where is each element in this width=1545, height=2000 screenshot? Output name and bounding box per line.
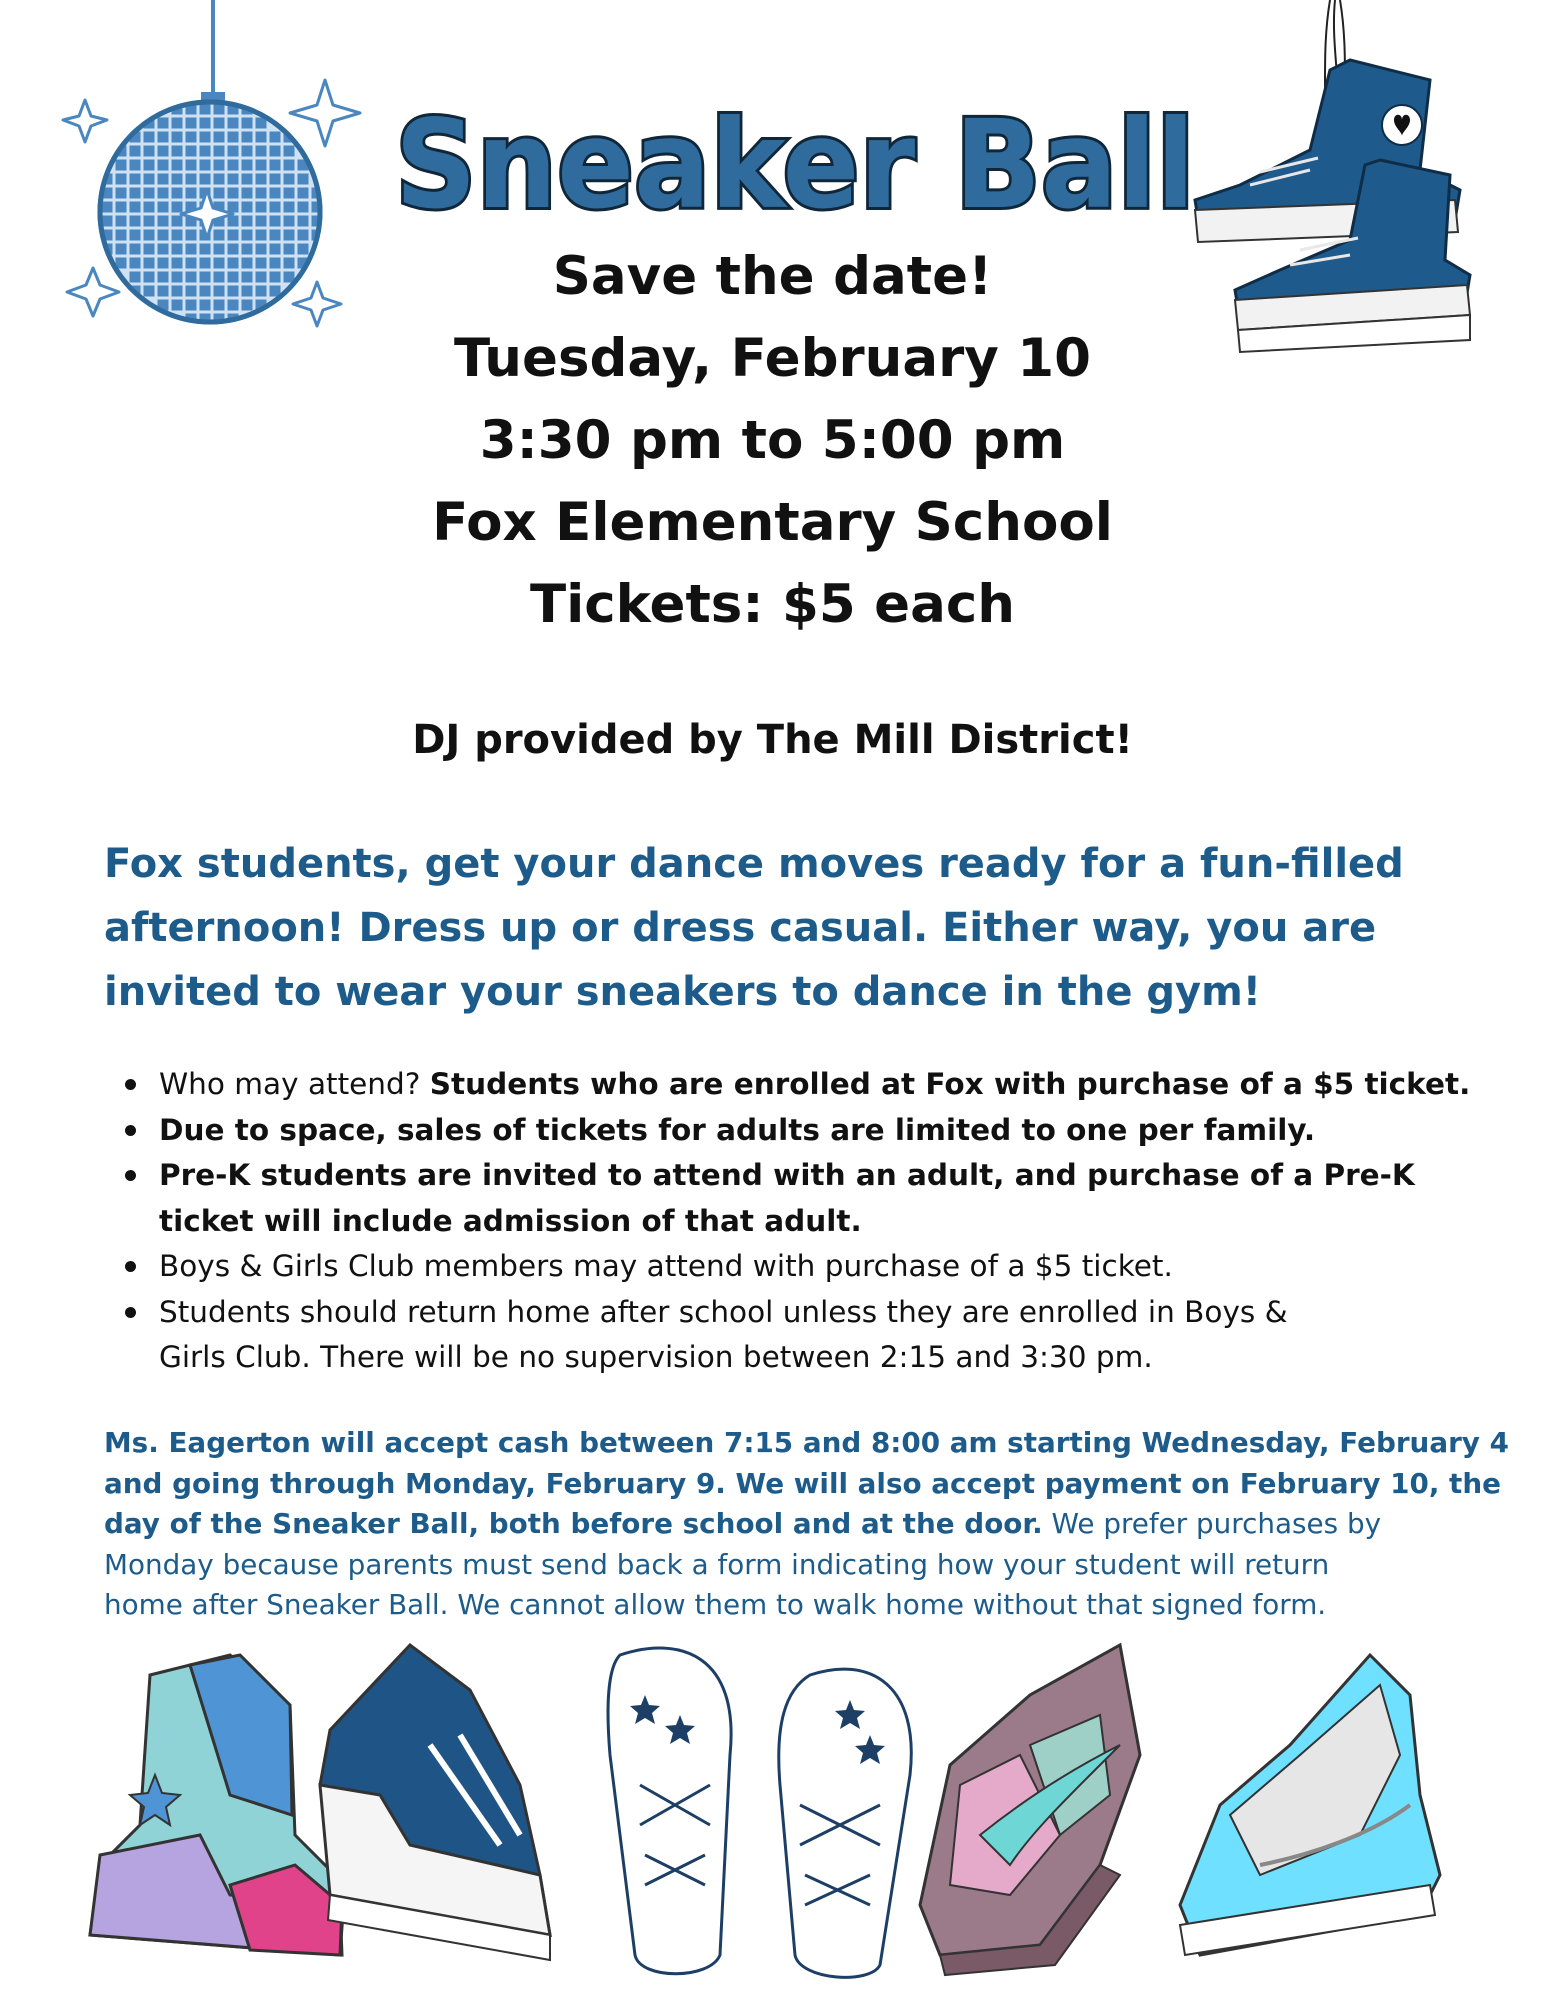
dj-announcement: DJ provided by The Mill District! (412, 717, 1133, 763)
intro-line: afternoon! Dress up or dress casual. Either way, you are (104, 905, 1377, 951)
event-date: Tuesday, February 10 (453, 328, 1092, 389)
bullet-icon (125, 1079, 136, 1090)
pastel-high-top-sneaker (90, 1655, 345, 1955)
page-title: Sneaker Ball (395, 94, 1195, 236)
page-title-graphic (380, 85, 1210, 250)
bullet-icon (125, 1307, 136, 1318)
attendance-rules-list (115, 1062, 1471, 1381)
list-item: Students should return home after school unless they are enrolled in Boys & Girls Club. There will be no supervision between 2:15 and 3:30 pm. (115, 1290, 1445, 1381)
patchwork-sneaker (920, 1645, 1140, 1975)
light-blue-low-top-sneaker (1180, 1655, 1440, 1955)
sneaker-illustrations-row (80, 1635, 1480, 1985)
bullet-icon (125, 1125, 136, 1136)
ticket-price: Tickets: $5 each (529, 574, 1016, 635)
bullet-icon (125, 1261, 136, 1272)
list-item: Who may attend? Students who are enrolled at Fox with purchase of a $5 ticket. (115, 1062, 1445, 1108)
bullet-icon (125, 1170, 136, 1181)
intro-line: Fox students, get your dance moves ready for a fun-filled (104, 841, 1404, 887)
event-details (0, 236, 1545, 646)
event-location: Fox Elementary School (432, 492, 1113, 553)
outline-canvas-sneakers (608, 1648, 911, 1977)
navy-trainer-sneaker (320, 1645, 550, 1960)
list-item: Due to space, sales of tickets for adults are limited to one per family. (115, 1108, 1445, 1154)
list-item: Boys & Girls Club members may attend with purchase of a $5 ticket. (115, 1244, 1445, 1290)
list-item: Pre-K students are invited to attend with an adult, and purchase of a Pre-K ticket will include admission of that adult. (115, 1153, 1445, 1244)
intro-line: invited to wear your sneakers to dance in the gym! (104, 969, 1262, 1015)
save-the-date-heading: Save the date! (552, 246, 993, 307)
payment-paragraph: Ms. Eagerton will accept cash between 7:15 and 8:00 am starting Wednesday, February 4 and going through Monday, February 9. We will also accept payment on February 10, the day of the Sneaker Ball, both before school and at the door. We prefer purchases by Monday because parents must send back a form indicating how your student will return home after Sneaker Ball. We cannot allow them to walk home without that signed form. (104, 1426, 1509, 1621)
event-time: 3:30 pm to 5:00 pm (479, 410, 1066, 471)
intro-paragraph (104, 832, 1444, 1024)
